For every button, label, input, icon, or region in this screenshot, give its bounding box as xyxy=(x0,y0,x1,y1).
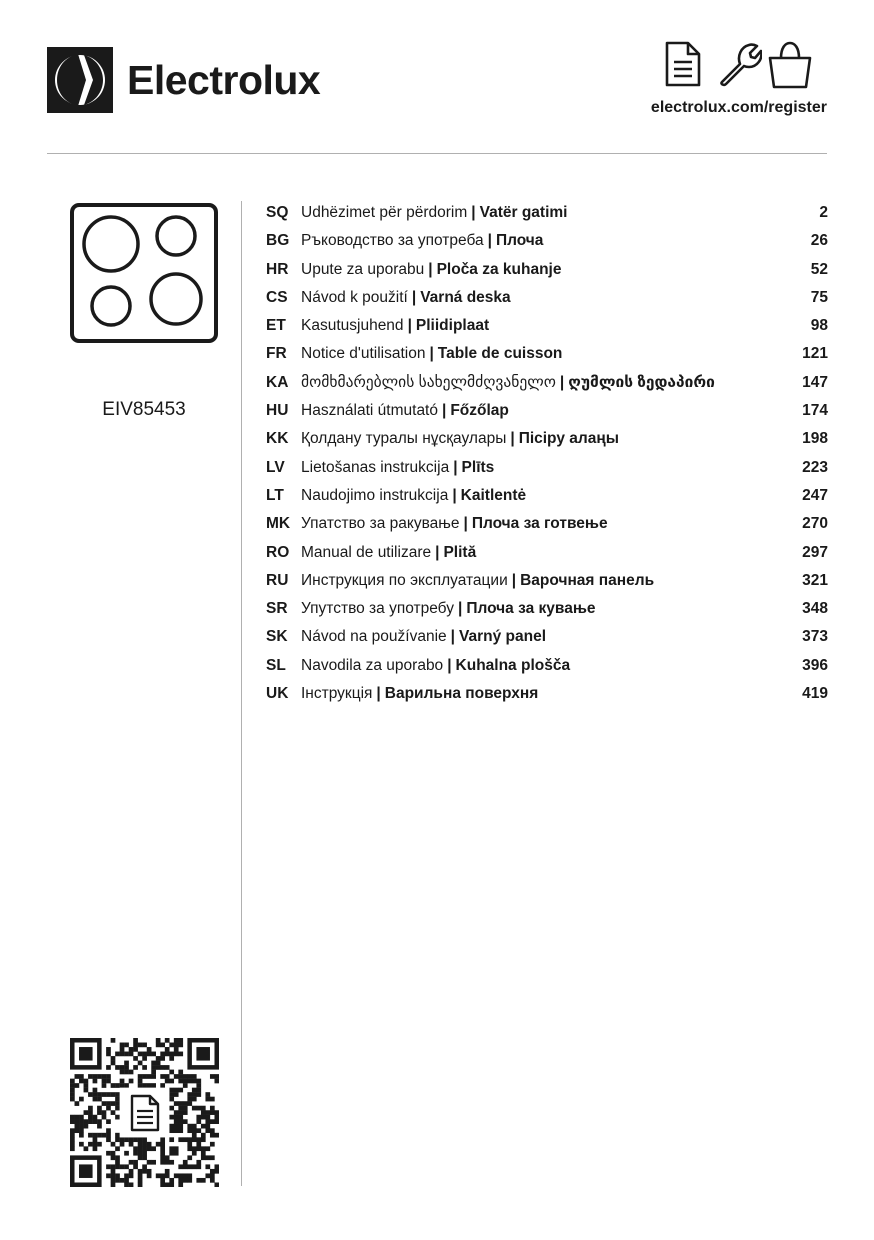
toc-row-ro[interactable] xyxy=(266,539,828,567)
toc-title xyxy=(301,425,619,453)
toc-row-sq[interactable] xyxy=(266,199,828,227)
toc-row-sk[interactable] xyxy=(266,623,828,651)
separator: | xyxy=(487,232,492,250)
product-type: Vatër gatimi xyxy=(479,204,568,221)
product-type: Plīts xyxy=(461,458,495,476)
language-code: BG xyxy=(266,232,290,250)
header-icons xyxy=(664,40,816,92)
manual-title: Upute za uporabu xyxy=(301,260,425,278)
toc-row-lv[interactable] xyxy=(266,454,828,482)
manual-title: Инструкция по эксплуатации xyxy=(301,571,508,589)
toc-title xyxy=(301,340,562,368)
toc-title xyxy=(301,482,526,510)
toc-row-cs[interactable] xyxy=(266,284,828,312)
column-divider xyxy=(241,201,242,1186)
toc-title xyxy=(301,567,654,595)
language-code: RU xyxy=(266,571,289,589)
toc-row-kk[interactable] xyxy=(266,425,828,453)
manual-title: Kasutusjuhend xyxy=(301,317,404,335)
language-code: HU xyxy=(266,402,289,420)
header-divider xyxy=(47,153,827,154)
toc-row-sr[interactable] xyxy=(266,595,828,623)
toc-row-uk[interactable] xyxy=(266,680,828,708)
manual-title: Lietošanas instrukcija xyxy=(301,458,450,476)
toc-row-lt[interactable] xyxy=(266,482,828,510)
manual-title: მომხმარებლის სახელმძღვანელო xyxy=(301,373,556,391)
page-number: 147 xyxy=(802,373,828,391)
separator: | xyxy=(450,628,455,646)
toc-title xyxy=(301,454,494,482)
product-type: Плоча xyxy=(495,232,544,250)
page-number: 396 xyxy=(802,656,828,674)
manual-title: Қолдану туралы нұсқаулары xyxy=(301,430,507,448)
language-code: LT xyxy=(266,486,284,504)
shopping-bag-icon xyxy=(766,40,814,95)
product-type: Плоча за готвење xyxy=(471,515,608,533)
manual-title: Használati útmutató xyxy=(301,402,438,420)
page-number: 223 xyxy=(802,458,828,476)
language-code: FR xyxy=(266,345,287,363)
page-number: 247 xyxy=(802,486,828,504)
toc-title xyxy=(301,680,538,708)
manual-title: Udhëzimet për përdorim xyxy=(301,204,468,221)
separator: | xyxy=(453,458,458,476)
page-number: 26 xyxy=(810,232,828,250)
page-number: 2 xyxy=(819,204,828,221)
document-icon xyxy=(664,40,702,93)
page-number: 348 xyxy=(802,600,828,618)
register-link[interactable]: electrolux.com/register xyxy=(650,99,827,116)
toc-title xyxy=(301,652,570,680)
language-code: MK xyxy=(266,515,291,533)
wrench-icon xyxy=(716,40,762,93)
toc-title xyxy=(301,397,509,425)
product-type: Ploča za kuhanje xyxy=(436,260,562,278)
separator: | xyxy=(471,204,476,221)
manual-title: Naudojimo instrukcija xyxy=(301,486,449,504)
toc-title xyxy=(301,623,546,651)
separator: | xyxy=(407,317,412,335)
separator: | xyxy=(429,345,434,363)
separator: | xyxy=(428,260,433,278)
toc-title xyxy=(301,284,511,312)
product-type: Kaitlentė xyxy=(460,486,527,504)
toc-row-et[interactable] xyxy=(266,312,828,340)
product-type: Kuhalna plošča xyxy=(455,656,571,674)
language-code: LV xyxy=(266,458,285,476)
page-number: 174 xyxy=(802,402,828,420)
language-code: SR xyxy=(266,600,288,618)
toc-row-ru[interactable] xyxy=(266,567,828,595)
language-code: SQ xyxy=(266,204,289,221)
manual-title: Notice d'utilisation xyxy=(301,345,426,363)
separator: | xyxy=(452,486,457,504)
page-number: 321 xyxy=(802,571,828,589)
product-type: Varná deska xyxy=(420,288,511,306)
language-code: CS xyxy=(266,288,288,306)
product-type: Варочная панель xyxy=(520,571,655,589)
model-number: EIV85453 xyxy=(102,399,186,420)
toc-title xyxy=(301,199,567,227)
table-of-contents xyxy=(266,199,828,708)
manual-title: Návod na používanie xyxy=(301,628,447,646)
page-number: 98 xyxy=(810,317,828,335)
language-code: KA xyxy=(266,373,289,391)
language-code: RO xyxy=(266,543,290,561)
separator: | xyxy=(463,515,468,533)
toc-row-ka[interactable] xyxy=(266,369,828,397)
toc-row-bg[interactable] xyxy=(266,227,828,255)
manual-title: Упутство за употребу xyxy=(301,600,454,618)
brand-name: Electrolux xyxy=(127,56,321,103)
toc-title xyxy=(301,227,543,255)
page-number: 52 xyxy=(810,260,828,278)
separator: | xyxy=(457,600,463,618)
page-number: 121 xyxy=(802,345,828,363)
product-type: Варильна поверхня xyxy=(384,685,539,703)
brand-logo xyxy=(47,46,320,114)
separator: | xyxy=(559,373,565,391)
toc-title xyxy=(301,369,715,397)
toc-title xyxy=(301,595,596,623)
product-type: Főzőlap xyxy=(450,402,509,420)
product-type: Plită xyxy=(443,543,477,561)
language-code: SK xyxy=(266,628,288,646)
toc-row-sl[interactable] xyxy=(266,652,828,680)
separator: | xyxy=(411,288,417,306)
manual-title: Navodila za uporabo xyxy=(301,656,444,674)
product-type: Pliidiplaat xyxy=(415,317,490,335)
language-code: ET xyxy=(266,317,286,335)
page-number: 75 xyxy=(810,288,828,306)
separator: | xyxy=(511,571,517,589)
language-code: HR xyxy=(266,260,289,278)
language-code: KK xyxy=(266,430,289,448)
separator: | xyxy=(510,430,515,448)
separator: | xyxy=(435,543,440,561)
hob-illustration xyxy=(69,202,219,344)
toc-title xyxy=(301,256,562,284)
product-type: Плоча за кување xyxy=(466,600,596,618)
product-type: Пісіру алаңы xyxy=(518,430,619,448)
toc-row-mk[interactable] xyxy=(266,510,828,538)
separator: | xyxy=(442,402,447,420)
toc-title xyxy=(301,539,476,567)
page-number: 270 xyxy=(802,515,828,533)
product-type: Varný panel xyxy=(458,628,546,646)
toc-row-fr[interactable] xyxy=(266,340,828,368)
product-type: Table de cuisson xyxy=(437,345,563,363)
product-type: ღუმლის ზედაპირი xyxy=(568,373,715,391)
manual-title: Ръководство за употреба xyxy=(301,232,484,250)
page-number: 419 xyxy=(802,685,828,703)
page-number: 373 xyxy=(802,628,828,646)
toc-row-hr[interactable] xyxy=(266,256,828,284)
separator: | xyxy=(376,685,381,703)
manual-title: Інструкція xyxy=(301,685,373,703)
separator: | xyxy=(447,656,452,674)
language-code: SL xyxy=(266,656,286,674)
page-number: 297 xyxy=(802,543,828,561)
electrolux-logo-icon xyxy=(47,47,113,113)
toc-title xyxy=(301,510,608,538)
language-code: UK xyxy=(266,685,289,703)
page-number: 198 xyxy=(802,430,828,448)
manual-title: Упатство за ракување xyxy=(301,515,460,533)
manual-title: Manual de utilizare xyxy=(301,543,432,561)
qr-code[interactable] xyxy=(70,1038,219,1187)
toc-title xyxy=(301,312,489,340)
toc-row-hu[interactable] xyxy=(266,397,828,425)
manual-title: Návod k použití xyxy=(301,288,408,306)
